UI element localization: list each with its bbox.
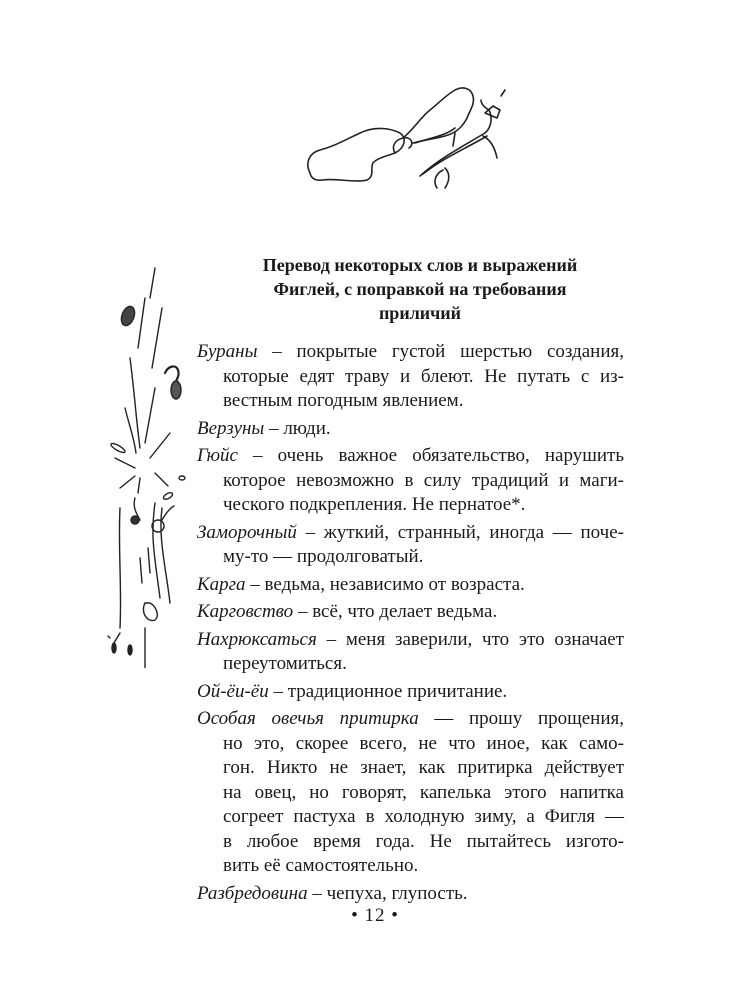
glossary-entry-nakhryuksatsya: Нахрюксаться – меня заверили, что это означает переутомиться. (197, 628, 624, 674)
entry-term: Нахрюксаться (197, 628, 317, 650)
glossary-entry-buranу: Бураны – покрытые густой шерстью создания, которые едят траву и блеют. Не путать с из- вестным погодным явлением. (197, 341, 624, 411)
glossary-entry-razbredovina: Разбредовина – чепуха, глупость. (197, 882, 468, 904)
glossary-entry-oi-yoi-yoi: Ой-ёи-ёи – традиционное причитание. (197, 680, 508, 702)
entry-term: Особая овечья притирка (197, 708, 419, 729)
glossary-entry-gyuis: Гюйс – очень важное обязательство, нарушить которое невозможно в силу традиций и маги- ческого подкрепления. Не пернатое*. (197, 445, 624, 515)
page-number: • 12 • (351, 905, 399, 926)
heading-line-3: приличий (378, 303, 462, 323)
entry-term: Карга (197, 573, 246, 595)
glossary-entry-verzuny: Верзуны – люди. (197, 417, 331, 439)
entry-term: Гюйс (197, 445, 238, 466)
sheep-sketch-icon (295, 78, 515, 193)
glossary-entry-zamorochny: Заморочный – жуткий, странный, иногда — поче- му-то — продолговатый. (197, 521, 624, 567)
magic-sparks-sketch-icon (100, 258, 190, 668)
glossary-entry-osobaya-ovechya-pritirka: Особая овечья притирка — прошу прощения, но это, скорее всего, не что иное, как само- гон. Никто не знает, как притирка действует на овец, но говорят, капелька этого напитка согреет пастуха в холодную зиму, а Фигля — в любое время года. Не пытайтесь изгото- вить её самостоятельно. (197, 708, 624, 876)
entry-term: Карговство (197, 601, 294, 622)
glossary-list (197, 340, 624, 909)
glossary-heading (215, 253, 625, 325)
entry-term: Разбредовина (197, 882, 308, 904)
entry-term: Бураны (197, 341, 258, 362)
glossary-entry-karga: Карга – ведьма, независимо от возраста. (197, 573, 525, 595)
glossary-entry-kargovstvo: Карговство – всё, что делает ведьма. (197, 601, 498, 622)
entry-term: Верзуны (197, 417, 265, 439)
entry-term: Заморочный (197, 521, 297, 543)
entry-term: Ой-ёи-ёи (197, 680, 269, 702)
heading-line-2: Фиглей, с поправкой на требования (273, 279, 567, 299)
heading-line-1: Перевод некоторых слов и выражений (262, 255, 578, 275)
